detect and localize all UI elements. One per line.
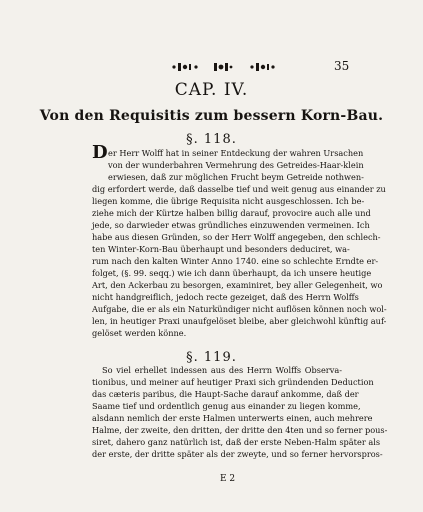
text-line: erwiesen, daß zur möglichen Frucht beym Getreide nothwen- — [108, 172, 364, 182]
paragraph-118 — [92, 142, 387, 339]
text-line: tionibus, und meiner auf heutiger Praxi sich gründenden Deduction — [92, 377, 374, 387]
text-line: jede, so darwieder etwas gründliches einzuwenden vermeinen. Ich — [92, 220, 370, 230]
paragraph-119 — [92, 364, 388, 460]
text-line: ziehe mich der Kürtze halben billig darauf, provocire auch alle und — [92, 208, 371, 218]
text-line: Saame tief und ordentlich genug aus einander zu liegen komme, — [92, 401, 361, 411]
text-line: er Herr Wolff hat in seiner Entdeckung der wahren Ursachen — [108, 148, 364, 158]
section-heading-118: §. 118. — [186, 132, 237, 147]
text-line: Aufgabe, die er als ein Naturkündiger nicht auflösen können noch wol- — [92, 304, 387, 314]
text-line: ten Winter-Korn-Bau überhaupt und besonders deduciret, wa- — [92, 244, 350, 254]
text-line: dig erfordert werde, daß dasselbe tief und weit genug aus einander zu — [92, 184, 386, 194]
text-line: alsdann nemlich der erste Halmen unterwerts einen, auch mehrere — [92, 413, 373, 423]
text-line: siret, dahero ganz natürlich ist, daß der erste Neben-Halm später als — [92, 437, 381, 447]
chapter-subtitle: Von den Requisitis zum bessern Korn-Bau. — [39, 108, 384, 124]
text-line: Art, den Ackerbau zu besorgen, examiniret, bey aller Gelegenheit, wo — [92, 280, 383, 290]
catchword: E 2 — [220, 474, 236, 484]
drop-cap: D — [92, 142, 108, 163]
chapter-title: CAP. IV. — [174, 80, 249, 100]
text-line: nicht handgreiflich, jedoch recte gezeiget, daß des Herrn Wolffs — [92, 292, 359, 302]
text-line: folget, (§. 99. seqq.) wie ich dann überhaupt, da ich unsere heutige — [92, 268, 372, 278]
text-line: der erste, der dritte später als der zweyte, und so ferner hervorspros- — [92, 449, 383, 459]
text-line: gelöset werden könne. — [92, 328, 187, 338]
text-line: das cæteris paribus, die Haupt-Sache darauf ankomme, daß der — [92, 389, 359, 399]
text-line: Halme, der zweite, den dritten, der dritte den 4ten und so ferner pous- — [92, 425, 388, 435]
text-line: habe aus diesen Gründen, so der Herr Wolff angegeben, den schlech- — [92, 232, 381, 242]
text-line: So viel erhellet indessen aus des Herrn Wolffs Observa- — [102, 365, 342, 375]
page-number: 35 — [334, 59, 350, 73]
section-heading-119: §. 119. — [186, 350, 237, 365]
header-ornament — [170, 60, 276, 74]
text-line: von der wunderbahren Vermehrung des Getreides-Haar-klein — [108, 160, 364, 170]
text-line: liegen komme, die übrige Requisita nicht ausgeschlossen. Ich be- — [92, 196, 365, 206]
text-line: len, in heutiger Praxi unaufgelöset bleibe, aber gleichwohl künftig auf- — [92, 316, 387, 326]
text-line: rum nach den kalten Winter Anno 1740. eine so schlechte Erndte er- — [92, 256, 379, 266]
